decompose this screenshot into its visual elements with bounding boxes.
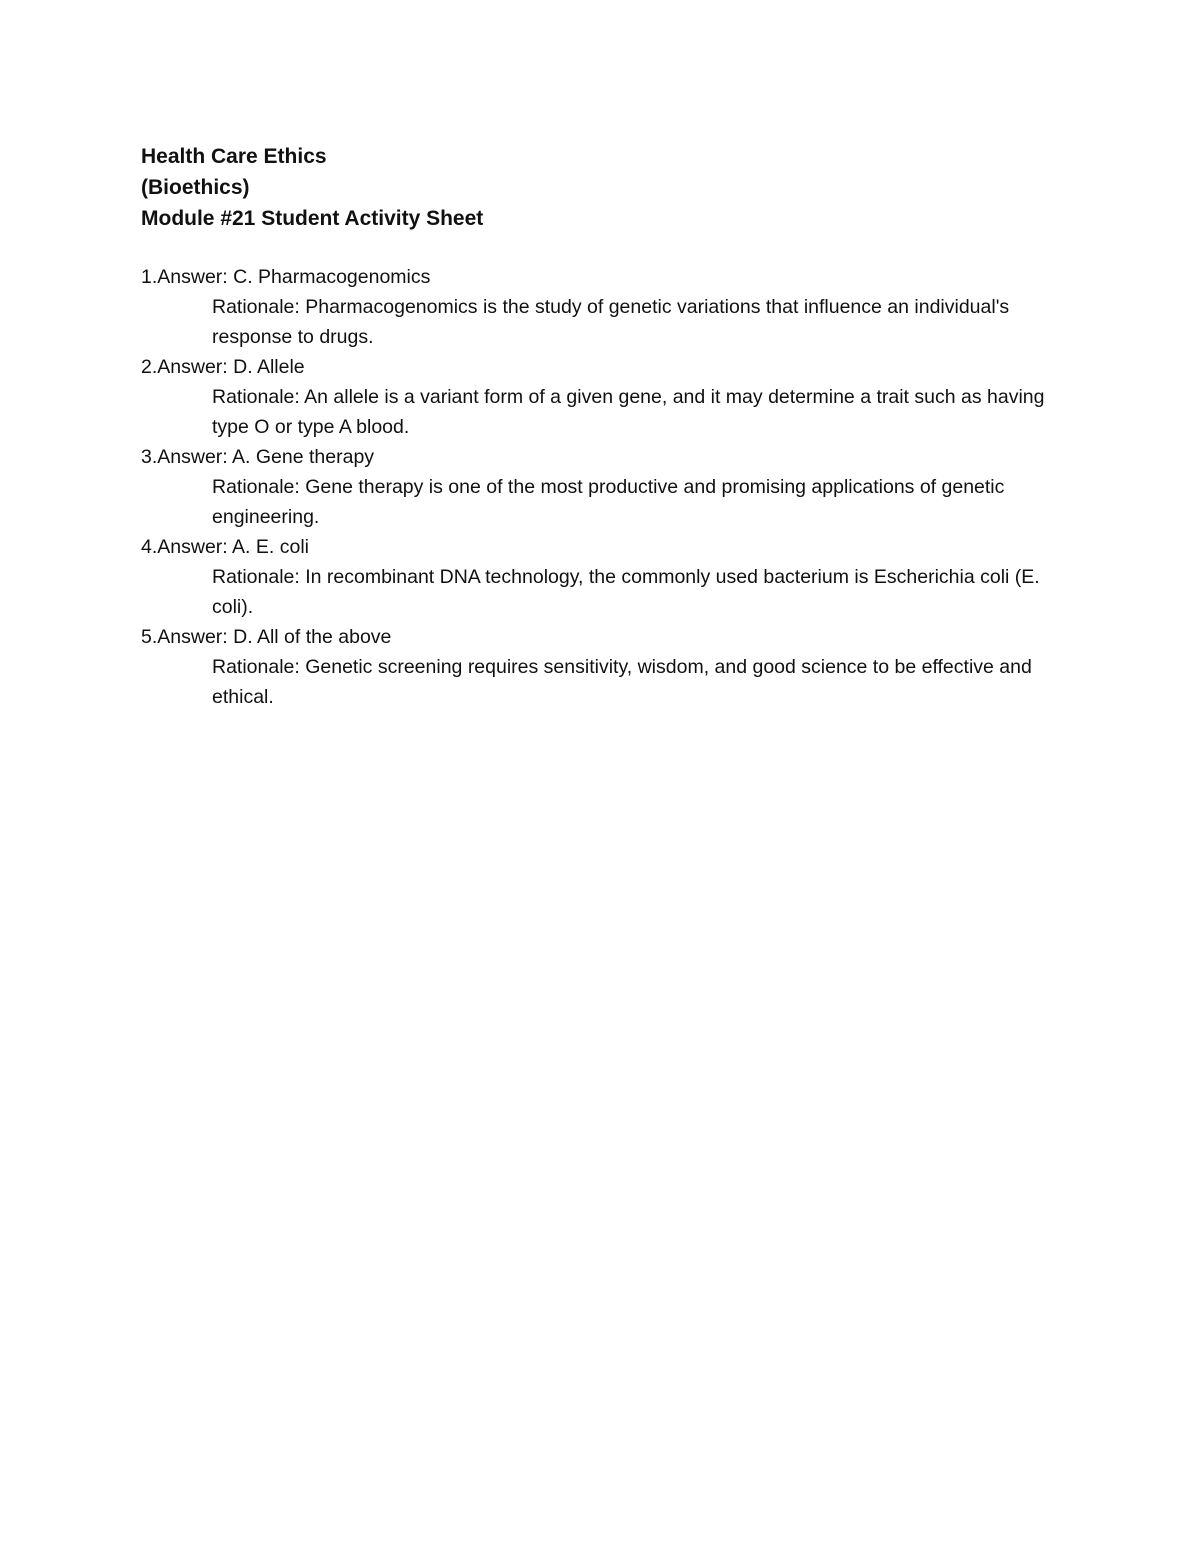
answer-item-2 <box>141 352 1071 442</box>
rationale-text: Rationale: In recombinant DNA technology, the commonly used bacterium is Escherichia coli (E. coli). <box>212 566 1040 618</box>
rationale-text: Rationale: Pharmacogenomics is the study of genetic variations that influence an individual's response to drugs. <box>212 296 1010 348</box>
answer-text: 1.Answer: C. Pharmacogenomics <box>141 266 431 288</box>
answer-item-3 <box>141 442 1071 532</box>
module-title: Module #21 Student Activity Sheet <box>141 207 484 230</box>
rationale-text: Rationale: Gene therapy is one of the most productive and promising applications of genetic engineering. <box>212 476 1005 528</box>
answer-text: 3.Answer: A. Gene therapy <box>141 446 375 468</box>
answer-text: 4.Answer: A. E. coli <box>141 536 309 558</box>
answer-item-5 <box>141 622 1071 712</box>
answer-text: 2.Answer: D. Allele <box>141 356 305 378</box>
document-title <box>141 141 1071 234</box>
course-title: Health Care Ethics <box>141 145 327 168</box>
course-subtitle: (Bioethics) <box>141 176 250 199</box>
rationale-text: Rationale: An allele is a variant form of a given gene, and it may determine a trait such as having type O or type A blood. <box>212 386 1045 438</box>
rationale-text: Rationale: Genetic screening requires sensitivity, wisdom, and good science to be effective and ethical. <box>212 656 1032 708</box>
answer-list <box>141 262 1071 712</box>
answer-text: 5.Answer: D. All of the above <box>141 626 392 648</box>
answer-item-1 <box>141 262 1071 352</box>
answer-item-4 <box>141 532 1071 622</box>
document-content <box>141 141 1071 712</box>
